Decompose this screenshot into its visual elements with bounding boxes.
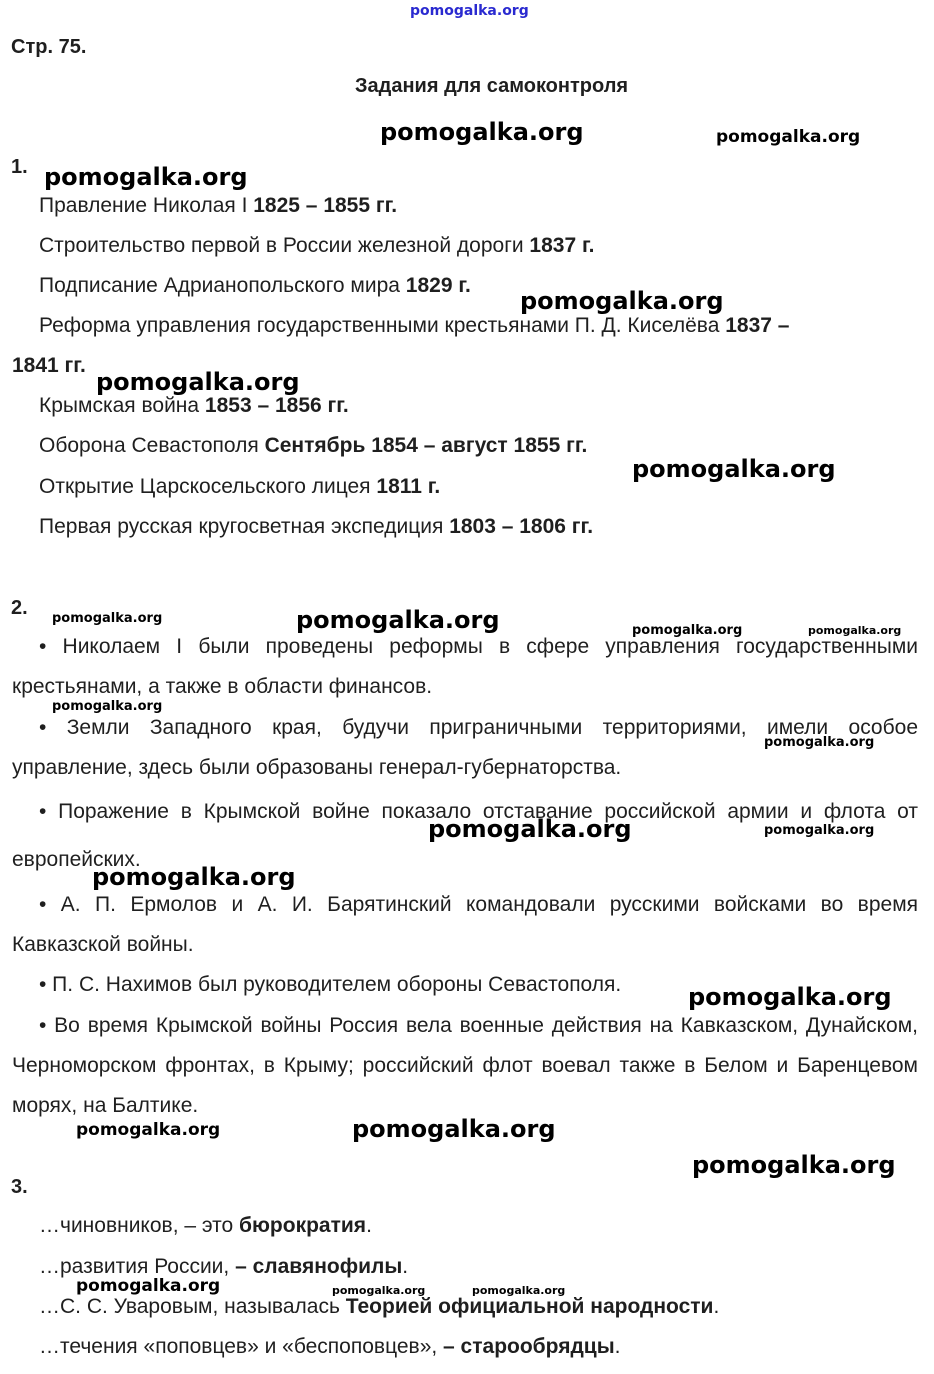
list-item: Крымская война 1853 – 1856 гг. [39,394,349,417]
list-item: Первая русская кругосветная экспедиция 1803 – 1806 гг. [39,515,594,538]
list-item: …чиновников, – это бюрократия. [39,1214,372,1237]
watermark: pomogalka.org [92,863,296,891]
list-item: …развития России, – славянофилы. [39,1255,409,1278]
list-item-continuation: 1841 гг. [12,354,86,377]
watermark: pomogalka.org [76,1120,221,1140]
watermark: pomogalka.org [76,1276,221,1296]
list-item: Оборона Севастополя Сентябрь 1854 – август 1855 гг. [39,434,588,457]
watermark: pomogalka.org [764,823,875,838]
section-1-number: 1. [11,156,28,178]
watermark: pomogalka.org [764,735,875,750]
watermark: pomogalka.org [692,1151,896,1179]
paragraph: • Земли Западного края, будучи приграничными территориями, имели особое управление, здесь были образованы генерал-губернаторства. [12,716,918,779]
watermark: pomogalka.org [472,1284,566,1297]
watermark: pomogalka.org [296,606,500,634]
list-item: Строительство первой в России железной дороги 1837 г. [39,234,595,257]
watermark: pomogalka.org [380,118,584,146]
watermark: pomogalka.org [632,623,743,638]
section-2-number: 2. [11,597,28,619]
watermark: pomogalka.org [520,287,724,315]
paragraph: • А. П. Ермолов и А. И. Барятинский командовали русскими войсками во время Кавказской войны. [12,893,918,956]
watermark: pomogalka.org [632,455,836,483]
section-3-number: 3. [11,1176,28,1198]
watermark: pomogalka.org [52,611,163,626]
list-item: Реформа управления государственными крестьянами П. Д. Киселёва 1837 – [39,314,790,337]
paragraph: • Во время Крымской войны Россия вела военные действия на Кавказском, Дунайском, Черноморском фронтах, в Крыму; российский флот воевал также в Белом и Баренцевом морях, на Балтике. [12,1014,918,1117]
list-item: Подписание Адрианопольского мира 1829 г. [39,274,471,297]
watermark: pomogalka.org [716,127,861,147]
watermark: pomogalka.org [808,624,902,637]
page-label: Стр. 75. [11,36,87,58]
list-item: …С. С. Уваровым, называлась Теорией официальной народности. [39,1295,720,1318]
paragraph: • Поражение в Крымской войне показало отставание российской армии и флота от европейских. [12,800,918,871]
page-title: Задания для самоконтроля [355,75,629,97]
paragraph: • Николаем I были проведены реформы в сфере управления государственными крестьянами, а также в области финансов. [12,635,918,698]
list-item: …течения «поповцев» и «беспоповцев», – старообрядцы. [39,1335,621,1358]
watermark: pomogalka.org [688,983,892,1011]
watermark: pomogalka.org [52,699,163,714]
list-item: Открытие Царскосельского лицея 1811 г. [39,475,441,498]
watermark: pomogalka.org [428,815,632,843]
site-watermark-top: pomogalka.org [410,3,529,19]
watermark: pomogalka.org [96,368,300,396]
watermark: pomogalka.org [332,1284,426,1297]
watermark: pomogalka.org [44,163,248,191]
watermark: pomogalka.org [352,1115,556,1143]
list-item: Правление Николая I 1825 – 1855 гг. [39,194,398,217]
paragraph: • П. С. Нахимов был руководителем обороны Севастополя. [39,973,622,996]
